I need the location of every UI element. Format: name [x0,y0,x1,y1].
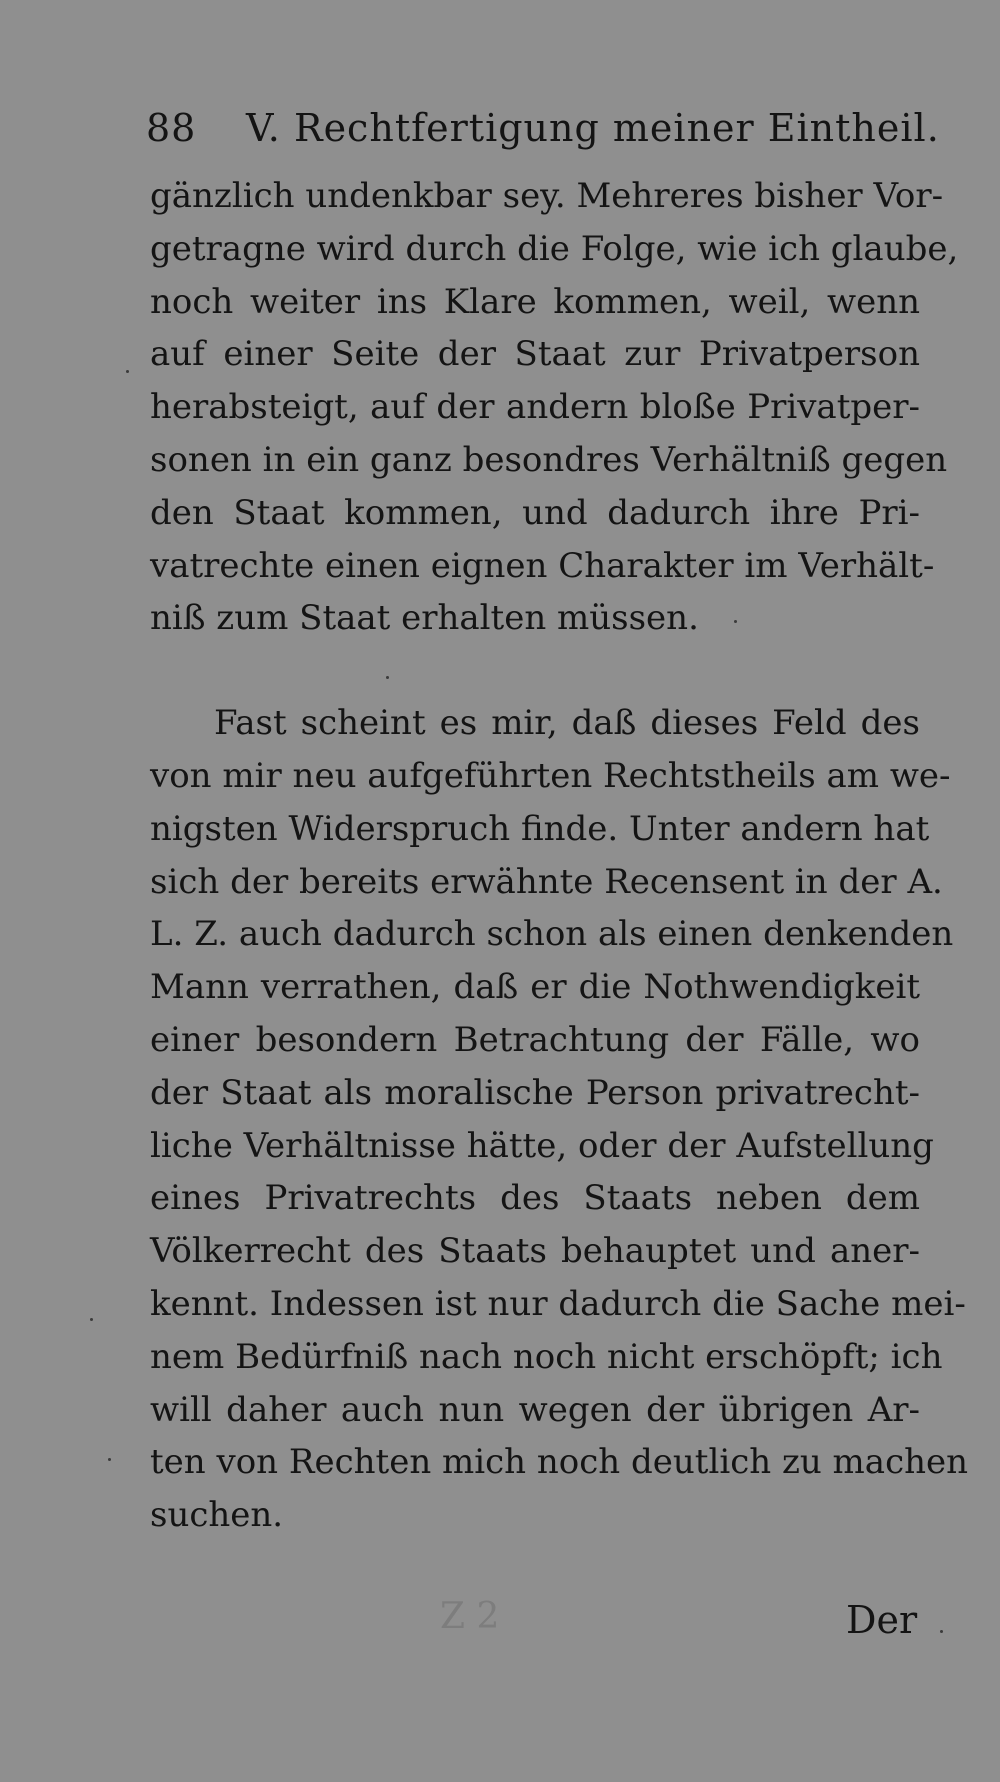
text-line: vatrechte einen eignen Charakter im Verhält- [150,545,935,586]
text-line: der Staat als moralische Person privatrecht- [150,1072,920,1113]
text-line: Völkerrecht des Staats behauptet und aner- [150,1231,920,1272]
paragraph-2 [150,697,969,1542]
text-line: ten von Rechten mich noch deutlich zu machen [150,1442,969,1483]
text-line: eines Privatrechts des Staats neben dem [150,1178,920,1219]
text-line: L. Z. auch dadurch schon als einen denkenden [150,914,954,955]
text-line: von mir neu aufgeführten Rechtstheils am we- [150,755,951,796]
text-line: kennt. Indessen ist nur dadurch die Sache mei- [150,1283,966,1324]
paragraph-1 [150,170,959,645]
text-line: niß zum Staat erhalten müssen. [150,598,699,639]
print-speck [108,1458,111,1461]
text-line: gänzlich undenkbar sey. Mehreres bisher Vor- [150,176,944,216]
text-line: noch weiter ins Klare kommen, weil, wenn [150,281,920,322]
page-number: 88 [146,106,197,150]
text-line: auf einer Seite der Staat zur Privatperson [150,334,920,375]
text-line: nem Bedürfniß nach noch nicht erschöpft; ich [150,1336,943,1377]
paragraph-gap [150,645,920,697]
signature-mark: Ζ 2 [440,1596,500,1637]
text-line: nigsten Widerspruch finde. Unter andern hat [150,808,930,849]
text-line: getragne wird durch die Folge, wie ich glaube, [150,228,959,269]
running-title: V. Rechtfertigung meiner Eintheil. [246,106,940,150]
print-speck [90,1318,93,1321]
text-line: einer besondern Betrachtung der Fälle, wo [150,1019,920,1060]
text-line: liche Verhältnisse hätte, oder der Aufstellung [150,1125,934,1166]
print-speck [386,676,389,679]
text-line: den Staat kommen, und dadurch ihre Pri- [150,492,920,533]
text-line: suchen. [150,1495,284,1536]
text-line: Fast scheint es mir, daß dieses Feld des [214,703,920,744]
text-line: sich der bereits erwähnte Recensent in der A. [150,861,943,902]
text-line: will daher auch nun wegen der übrigen Ar- [150,1389,920,1430]
text-line: herabsteigt, auf der andern bloße Privatper- [150,387,920,428]
print-speck [126,370,129,373]
text-line: sonen in ein ganz besondres Verhältniß gegen [150,439,948,480]
body-text [150,170,969,1542]
print-speck [734,620,737,623]
text-line: Mann verrathen, daß er die Nothwendigkeit [150,967,920,1008]
print-speck [940,1630,943,1633]
page-header [146,100,940,160]
catchword: Der [846,1598,918,1642]
